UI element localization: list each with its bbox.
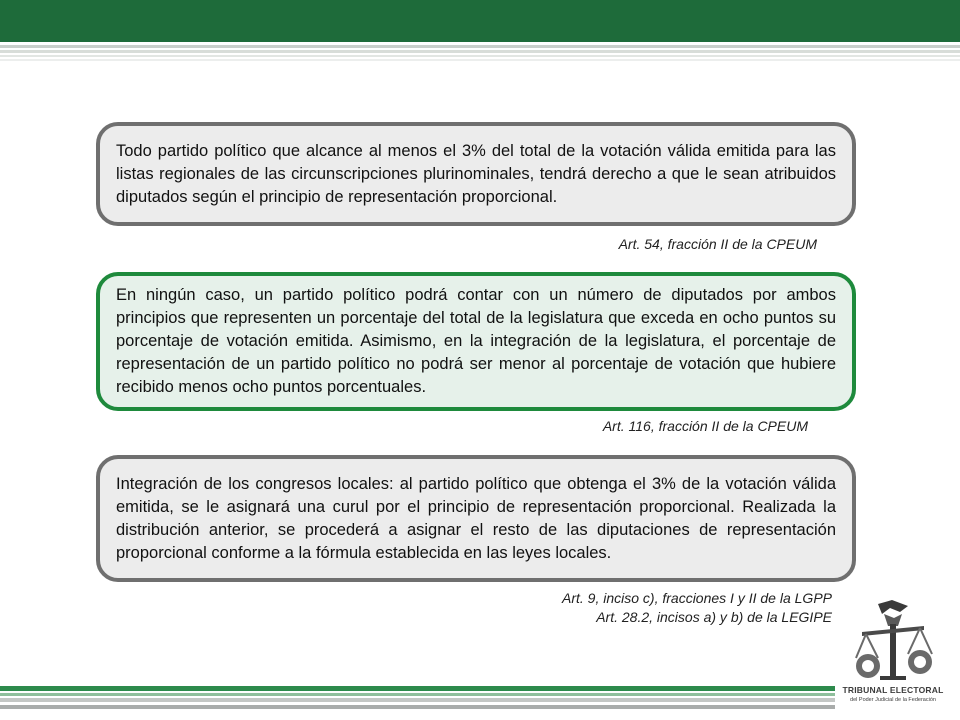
citation-2: Art. 116, fracción II de la CPEUM [602, 418, 808, 434]
footer-stripes [0, 682, 835, 720]
text-box-2-content: En ningún caso, un partido político podrá contar con un número de diputados por ambos principios que representen un porcentaje del total de la legislatura que exceda en ocho puntos su porcentaje de votación emitida. Asimismo, en la integración de la legislatura, el porcentaje de representación de un partido político no podrá ser menor al porcentaje de votación que hubiere recibido menos ocho puntos porcentuales. [116, 286, 836, 396]
header-bar [0, 0, 960, 42]
text-box-1 [96, 122, 856, 226]
scales-of-justice-icon [838, 596, 948, 686]
text-box-3 [96, 455, 856, 582]
citation-3: Art. 9, inciso c), fracciones I y II de la LGPP [562, 590, 832, 606]
logo-subtitle: del Poder Judicial de la Federación [850, 697, 936, 703]
text-box-2 [96, 272, 856, 411]
text-box-1-content: Todo partido político que alcance al menos el 3% del total de la votación válida emitida para las listas regionales de las circunscripciones plurinominales, tendrá derecho a que le sean atribuidos diputados según el principio de representación proporcional. [116, 141, 836, 206]
logo-title: TRIBUNAL ELECTORAL [842, 685, 944, 695]
citation-1: Art. 54, fracción II de la CPEUM [618, 236, 817, 252]
header-stripes [0, 42, 960, 64]
citation-4: Art. 28.2, incisos a) y b) de la LEGIPE [596, 609, 832, 625]
text-box-3-content: Integración de los congresos locales: al partido político que obtenga el 3% de la votación válida emitida, se le asignará una curul por el principio de representación proporcional. Realizada la distribución anterior, se procederá a asignar el resto de las diputaciones de representación proporcional conforme a la fórmula establecida en las leyes locales. [116, 474, 836, 562]
tribunal-logo [838, 596, 948, 718]
